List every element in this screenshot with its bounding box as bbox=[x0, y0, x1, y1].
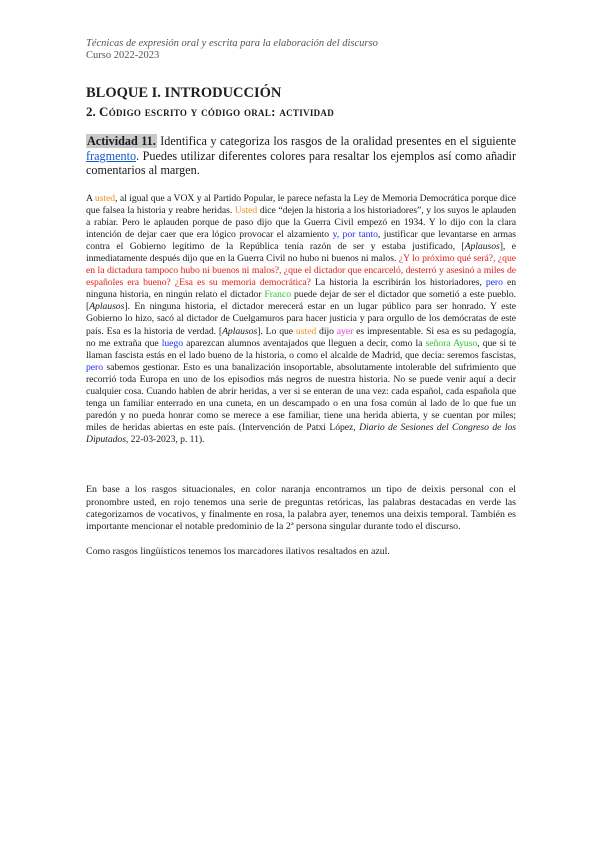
applause-note: Aplausos bbox=[89, 301, 125, 313]
section-subtitle bbox=[86, 104, 516, 120]
quote-text: , al igual que a VOX y al Partido Popular, le parece nefasta la Ley de Memoria Democrática porque dice que falsea la historia y reabre heridas. bbox=[86, 192, 516, 216]
speech-fragment bbox=[86, 193, 516, 447]
quote-text: La historia la escribirán los historiadores, bbox=[310, 277, 486, 289]
rhetorical-questions-highlight: ¿Y lo próximo qué será?, ¿que en la dictadura tampoco hubo ni buenos ni malos?, ¿que el dictador que encarceló, desterró y asesinó a miles de españoles era bueno? ¿Esa es su memoria democrática? bbox=[86, 252, 516, 289]
illative-marker-highlight: pero bbox=[86, 361, 104, 373]
quote-text: ]. En ninguna historia, el dictador merecerá estar en un lugar público para ser honrado. Y este Gobierno lo hizo, sacó al dictador de Cuelgamuros para hacer justicia y para orgullo de los demócratas de este país. Esa es la historia de verdad. [ bbox=[86, 301, 516, 337]
quote-text: es impresentable. Si esa es su pedagogía, no me extraña que bbox=[86, 325, 516, 349]
quote-text: puede dejar de ser el dictador que sometió a este pueblo. [ bbox=[86, 289, 516, 313]
quote-text: sabemos gestionar. Esto es una banalización insoportable, absolutamente intolerable del sufrimiento que recorrió toda Europa en uno de los episodios más negros de nuestra historia. No se puede venir aquí a decir cualquier cosa. Cuando hablen de abrir heridas, a ver si se enteran de una vez: cada español, cada española que tenga un familiar enterrado en una cuneta, en un descampado o en una fosa común al lado de lo que fue un paredón y no pueda honrar como se merece a ese familiar, tiene una herida abierta, y se cuentan por miles; miles de heridas abiertas en este país. (Intervención de Patxi López, bbox=[86, 361, 516, 434]
fragment-link[interactable]: fragmento bbox=[86, 148, 137, 163]
applause-note: Aplausos bbox=[222, 325, 258, 337]
activity-text-1: Identifica y categoriza los rasgos de la oralidad presentes en el siguiente bbox=[156, 134, 516, 148]
activity-instructions bbox=[86, 134, 516, 178]
analysis-paragraph-2: Como rasgos lingüísticos tenemos los marcadores ilativos resaltados en azul. bbox=[86, 545, 390, 557]
activity-label: Actividad 11. bbox=[87, 134, 156, 148]
source-citation: Diario de Sesiones del Congreso de los Diputados bbox=[86, 422, 517, 446]
activity-text-2: . Puedes utilizar diferentes colores para resaltar los ejemplos así como añadir comentarios al margen. bbox=[86, 148, 516, 177]
quote-text: A bbox=[86, 192, 95, 204]
quote-text: , justificar que levantarse en armas contra el Gobierno legítimo de la República tenía razón de ser y estaba justificado, [ bbox=[86, 228, 516, 252]
course-title: Técnicas de expresión oral y escrita para la elaboración del discurso bbox=[86, 38, 378, 49]
illative-marker-highlight: pero bbox=[485, 277, 503, 289]
quote-text: aparezcan alumnos aventajados que lleguen a decir, como la bbox=[183, 337, 426, 349]
quote-text: en ninguna historia, en ningún relato el dictador bbox=[86, 277, 516, 301]
block-heading: BLOQUE I. INTRODUCCIÓN bbox=[86, 85, 282, 101]
illative-marker-highlight: y, por tanto bbox=[332, 228, 378, 240]
quote-text: ]. Lo que bbox=[257, 325, 296, 337]
vocative-highlight: señora Ayuso bbox=[425, 337, 478, 349]
subtitle-text: Código escrito y código oral: actividad bbox=[99, 104, 335, 119]
quote-text: dice “dejen la historia a los historiadores”, y los suyos le aplauden a rabiar. Pero le aplauden porque de paso dijo que la Guerra Civil empezó en 1934. Y lo dijo con la clara intención de dejar caer que era lógico provocar el alzamiento bbox=[86, 204, 516, 240]
quote-text: , 22-03-2023, p. 11). bbox=[125, 434, 205, 446]
quote-text: ], e inmediatamente después dijo que en la Guerra Civil no hubo ni buenos ni malos. bbox=[86, 240, 517, 264]
personal-deixis-highlight: usted bbox=[295, 325, 317, 337]
analysis-paragraph-1: En base a los rasgos situacionales, en color naranja encontramos un tipo de deixis personal con el pronombre usted, en rojo tenemos una serie de preguntas retóricas, las palabras destacadas en verde las categorizamos de vocativos, y finalmente en rosa, la palabra ayer, tenemos una deixis temporal. También es importante mencionar el notable predominio de la 2ª persona singular durante todo el discurso. bbox=[86, 484, 516, 533]
temporal-deixis-highlight: ayer bbox=[336, 325, 354, 337]
personal-deixis-highlight: Usted bbox=[234, 204, 258, 216]
personal-deixis-highlight: usted bbox=[94, 192, 116, 204]
applause-note: Aplausos bbox=[464, 240, 500, 252]
document-page bbox=[86, 38, 516, 558]
quote-text: , que si te llaman fascista estás en el lado bueno de la historia, o como el alcalde de Madrid, que decía: seremos fascistas, bbox=[86, 337, 517, 361]
course-year: Curso 2022-2023 bbox=[86, 50, 160, 61]
quote-text: dijo bbox=[316, 325, 337, 337]
illative-marker-highlight: luego bbox=[161, 337, 184, 349]
subtitle-number: 2. bbox=[86, 104, 96, 119]
vocative-highlight: Franco bbox=[264, 289, 292, 301]
